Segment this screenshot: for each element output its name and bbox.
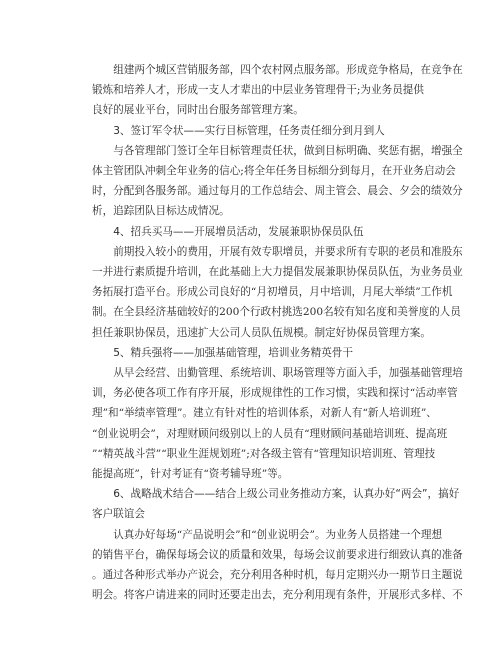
text-line: 前期投入较小的费用，开展有效专职增员，并要求所有专职的老员和准股东 bbox=[113, 245, 463, 258]
section-heading-3 bbox=[92, 121, 424, 141]
text-line: 的销售平台，确保每场会议的质量和效果，每场会议前要求进行细致认真的准备 bbox=[92, 548, 463, 561]
text-line: 理”和“举绩率管理”。建立有针对性的培训体系，对新人有“新人培训班”、 bbox=[92, 407, 437, 420]
text-line: 担任兼职协保员，迅速扩大公司人员队伍规模。制定好协保员管理方案。 bbox=[92, 326, 431, 339]
text-line: 析，追踪团队目标达成情况。 bbox=[92, 205, 230, 218]
text-line: 锻炼和培养人才，形成一支人才辈出的中层业务管理骨干;为业务员提供 bbox=[92, 84, 424, 97]
heading-line: 4、招兵买马——开展增员活动，发展兼职协保员队伍 bbox=[113, 225, 364, 238]
section-heading-4 bbox=[92, 222, 424, 242]
section-heading-5 bbox=[92, 343, 424, 363]
text-line: 制。在全县经济基础较好的200个行政村挑选200名较有知名度和美誉度的人员 bbox=[92, 306, 461, 319]
section-heading-6 bbox=[92, 484, 460, 524]
text-line: 训，务必使各项工作有序开展，形成规律性的工作习惯，实践和探讨“活动率管 bbox=[92, 387, 458, 400]
paragraph-seminars bbox=[92, 525, 463, 606]
heading-line: 客户联谊会 bbox=[92, 508, 145, 521]
text-line: 良好的展业平台，同时出台服务部管理方案。 bbox=[92, 104, 304, 117]
document-body bbox=[92, 60, 463, 605]
paragraph-training bbox=[92, 363, 463, 484]
text-line: 明会。将客户请进来的同时还要走出去，充分利用现有条件，开展形式多样、不 bbox=[92, 589, 463, 602]
text-line: 。通过各种形式举办产说会，充分利用各种时机，每月定期兴办一期节日主题说 bbox=[92, 569, 463, 582]
text-line: “创业说明会”，对理财顾问级别以上的人员有“理财顾问基础培训班、提高班 bbox=[92, 427, 448, 440]
heading-line: 3、签订军令状——实行目标管理，任务责任细分到月到人 bbox=[113, 124, 385, 137]
paragraph-target-management bbox=[92, 141, 463, 222]
text-line: 与各管理部门签订全年目标管理责任状，做到目标明确、奖惩有据，增强全 bbox=[113, 144, 463, 157]
heading-line: 5、精兵强将——加强基础管理，培训业务精英骨干 bbox=[113, 346, 353, 359]
text-line: 体主管团队冲刺全年业务的信心;将全年任务目标细分到每月，在开业务启动会 bbox=[92, 165, 456, 178]
text-line: 组建两个城区营销服务部，四个农村网点服务部。形成竞争格局，在竞争在 bbox=[113, 64, 463, 76]
text-line: 从早会经营、出勤管理、系统培训、职场管理等方面入手，加强基础管理培 bbox=[113, 367, 463, 380]
paragraph-service-departments bbox=[92, 60, 463, 121]
text-line: 务拓展打造平台。形成公司良好的“月初增员，月中培训，月尾大举绩”工作机 bbox=[92, 286, 453, 299]
text-line: ”“精英战斗营”“职业生涯规划班”;对各级主管有“管理知识培训班、管理技 bbox=[92, 447, 436, 460]
paragraph-recruitment bbox=[92, 242, 463, 343]
text-line: 时，分配到各服务部。通过每月的工作总结会、周主管会、晨会、夕会的绩效分 bbox=[92, 185, 463, 198]
heading-line: 6、战略战术结合——结合上级公司业务推动方案，认真办好“两会”，搞好 bbox=[113, 488, 460, 501]
text-line: 一并进行素质提升培训，在此基础上大力提倡发展兼职协保员队伍，为业务员业 bbox=[92, 266, 463, 279]
text-line: 认真办好每场“产品说明会”和“创业说明会”。为业务人员搭建一个理想 bbox=[113, 528, 443, 541]
text-line: 能提高班”，针对考证有“资考辅导班”等。 bbox=[92, 468, 289, 481]
